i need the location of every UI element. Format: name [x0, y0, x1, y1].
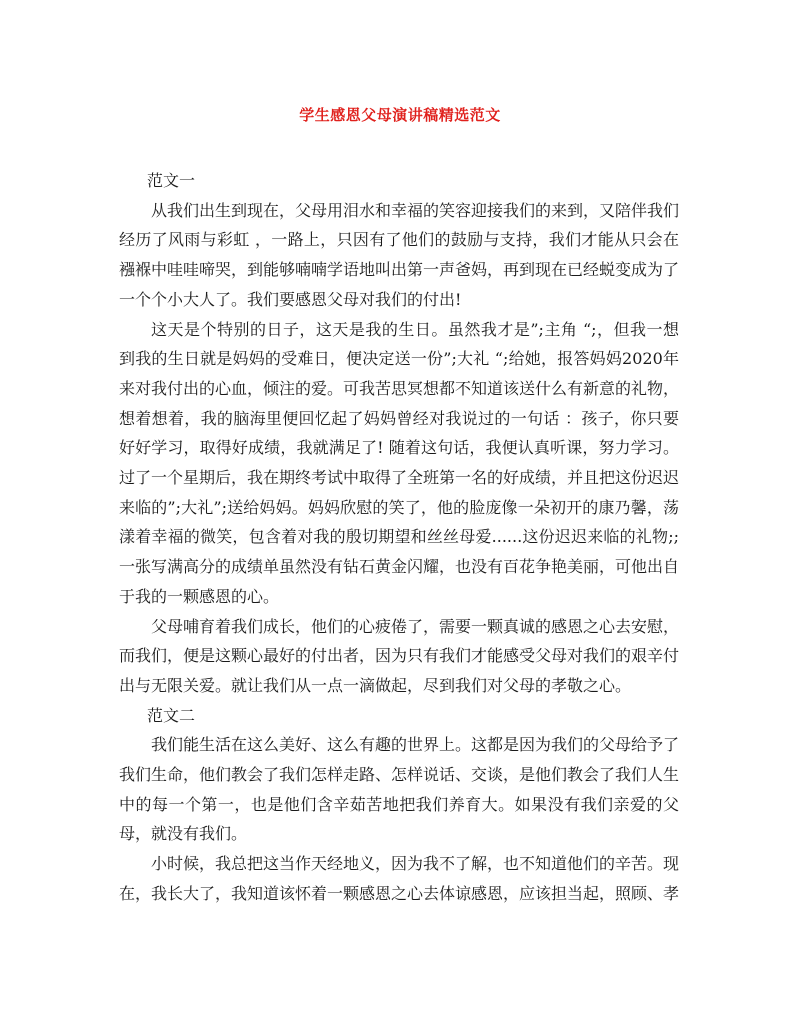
paragraph: 从我们出生到现在，父母用泪水和幸福的笑容迎接我们的来到，又陪伴我们经历了风雨与彩虹 ，一路上，只因有了他们的鼓励与支持，我们才能从只会在襁褓中哇哇啼哭，到能够喃喃学语地叫出第一声爸妈，再到现在已经蜕变成为了一个个小大人了。我们要感恩父母对我们的付出! — [119, 200, 680, 309]
paragraph: 小时候，我总把这当作天经地义，因为我不了解，也不知道他们的辛苦。现在，我长大了，我知道该怀着一颗感恩之心去体谅感恩，应该担当起，照顾、孝 — [119, 854, 680, 903]
paragraph: 这天是个特别的日子，这天是我的生日。虽然我才是”;主角 “;，但我一想到我的生日就是妈妈的受难日，便决定送一份”;大礼 “;给她，报答妈妈2020年来对我付出的心血，倾注的爱。可我苦思冥想都不知道该送什么有新意的礼物，想着想着，我的脑海里便回忆起了妈妈曾经对我说过的一句话 ：孩子，你只要好好学习，取得好成绩，我就满足了! 随着这句话，我便认真听课，努力学习。过了一个星期后，我在期终考试中取得了全班第一名的好成绩，并且把这份迟迟来临的”;大礼”;送给妈妈。妈妈欣慰的笑了，他的脸庞像一朵初开的康乃馨，荡漾着幸福的微笑，包含着对我的殷切期望和丝丝母爱......这份迟迟来临的礼物;;一张写满高分的成绩单虽然没有钻石黄金闪耀，也没有百花争艳美丽，可他出自于我的一颗感恩的心。 — [119, 319, 680, 606]
document-body — [119, 166, 679, 909]
paragraph: 父母哺育着我们成长，他们的心疲倦了，需要一颗真诚的感恩之心去安慰，而我们，便是这颗心最好的付出者，因为只有我们才能感受父母对我们的艰辛付出与无限关爱。就让我们从一点一滴做起，尽到我们对父母的孝敬之心。 — [119, 616, 680, 695]
paragraph: 我们能生活在这么美好、这么有趣的世界上。这都是因为我们的父母给予了我们生命，他们教会了我们怎样走路、怎样说话、交谈，是他们教会了我们人生中的每一个第一，也是他们含辛茹苦地把我们养育大。如果没有我们亲爱的父母，就没有我们。 — [119, 735, 680, 844]
page-title: 学生感恩父母演讲稿精选范文 — [299, 106, 501, 124]
section-label-1: 范文一 — [147, 171, 196, 190]
section-label-2: 范文二 — [147, 705, 196, 725]
